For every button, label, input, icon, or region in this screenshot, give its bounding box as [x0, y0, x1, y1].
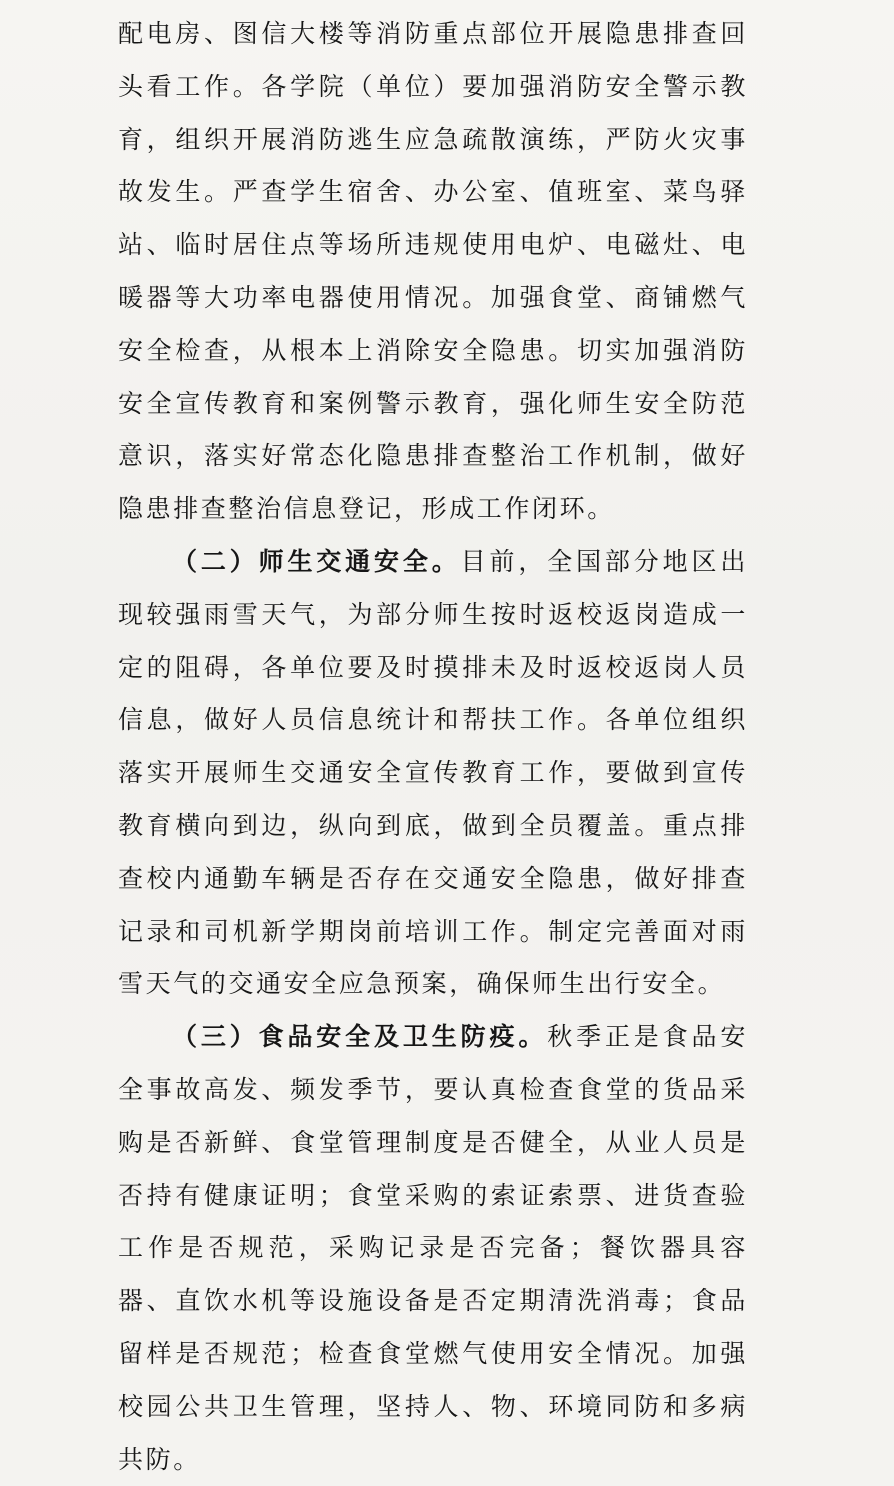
section-heading-food-safety: （三）食品安全及卫生防疫。: [172, 1022, 548, 1052]
paragraph-fire-safety-continued: [118, 8, 748, 536]
paragraph-food-safety: [118, 1011, 748, 1486]
section-heading-traffic-safety: （二）师生交通安全。: [172, 546, 461, 576]
paragraph-traffic-safety: [118, 536, 748, 1011]
paragraph-text: 秋季正是食品安全事故高发、频发季节，要认真检查食堂的货品采购是否新鲜、食堂管理制度是否健全，从业人员是否持有健康证明；食堂采购的索证索票、进货查验工作是否规范，采购记录是否完备；餐饮器具容器、直饮水机等设施设备是否定期清洗消毒；食品留样是否规范；检查食堂燃气使用安全情况。加强校园公共卫生管理，坚持人、物、环境同防和多病共防。: [118, 1022, 748, 1474]
paragraph-text: 目前，全国部分地区出现较强雨雪天气，为部分师生按时返校返岗造成一定的阻碍，各单位要及时摸排未及时返校返岗人员信息，做好人员信息统计和帮扶工作。各单位组织落实开展师生交通安全宣传教育工作，要做到宣传教育横向到边，纵向到底，做到全员覆盖。重点排查校内通勤车辆是否存在交通安全隐患，做好排查记录和司机新学期岗前培训工作。制定完善面对雨雪天气的交通安全应急预案，确保师生出行安全。: [118, 546, 748, 999]
document-body: [118, 8, 748, 1486]
paragraph-text: 配电房、图信大楼等消防重点部位开展隐患排查回头看工作。各学院（单位）要加强消防安全警示教育，组织开展消防逃生应急疏散演练，严防火灾事故发生。严查学生宿舍、办公室、值班室、菜鸟驿站、临时居住点等场所违规使用电炉、电磁灶、电暖器等大功率电器使用情况。加强食堂、商铺燃气安全检查，从根本上消除安全隐患。切实加强消防安全宣传教育和案例警示教育，强化师生安全防范意识，落实好常态化隐患排查整治工作机制，做好隐患排查整治信息登记，形成工作闭环。: [118, 19, 748, 524]
